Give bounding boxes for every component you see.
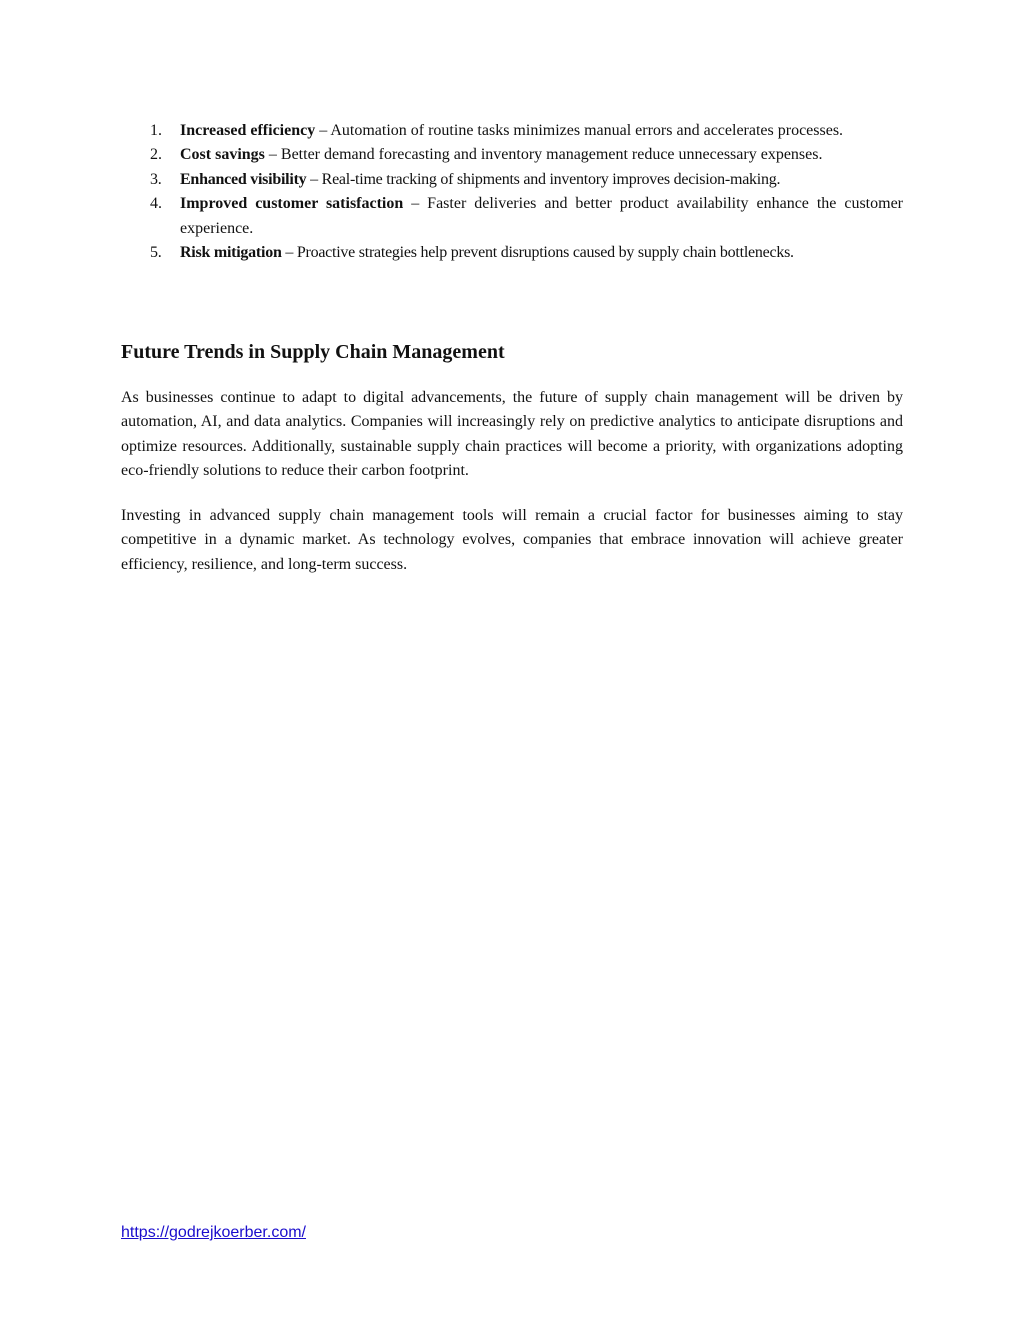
- list-item-term: Risk mitigation: [180, 244, 282, 262]
- footer-website-link[interactable]: https://godrejkoerber.com/: [121, 1224, 306, 1241]
- list-item-description: – Better demand forecasting and inventory management reduce unnecessary expenses.: [264, 146, 823, 164]
- section-heading: Future Trends in Supply Chain Management: [121, 341, 505, 363]
- body-paragraph: As businesses continue to adapt to digital advancements, the future of supply chain management will be driven by automation, AI, and data analytics. Companies will increasingly rely on predictive analytics to anticipate disruptions and optimize resources. Additionally, sustainable supply chain practices will become a priority, with organizations adopting eco-friendly solutions to reduce their carbon footprint.: [121, 389, 903, 480]
- list-item-description: – Proactive strategies help prevent disruptions caused by supply chain bottlenecks.: [281, 244, 794, 262]
- list-item: [121, 119, 903, 143]
- list-item-number: 2.: [150, 146, 162, 164]
- list-item-term: Cost savings: [180, 146, 265, 164]
- list-item: [121, 143, 903, 167]
- list-item-term: Improved customer satisfaction: [180, 195, 404, 213]
- list-item: [121, 192, 903, 241]
- list-item-description: – Faster deliveries and better product availability enhance the customer experience.: [180, 195, 903, 237]
- body-paragraph: Investing in advanced supply chain management tools will remain a crucial factor for businesses aiming to stay competitive in a dynamic market. As technology evolves, companies that embrace innovation will achieve greater efficiency, resilience, and long-term success.: [121, 507, 903, 573]
- list-item: [121, 168, 903, 192]
- benefits-list: [121, 119, 903, 265]
- list-item-number: 3.: [150, 170, 162, 188]
- list-item-description: – Automation of routine tasks minimizes manual errors and accelerates processes.: [315, 122, 844, 139]
- list-item-term: Enhanced visibility: [180, 170, 307, 188]
- list-item-number: 1.: [150, 122, 162, 139]
- list-item-term: Increased efficiency: [180, 122, 316, 139]
- list-item-description: – Real-time tracking of shipments and inventory improves decision-making.: [306, 170, 781, 188]
- list-item: [121, 241, 903, 265]
- list-item-number: 4.: [150, 195, 162, 213]
- list-item-number: 5.: [150, 244, 162, 262]
